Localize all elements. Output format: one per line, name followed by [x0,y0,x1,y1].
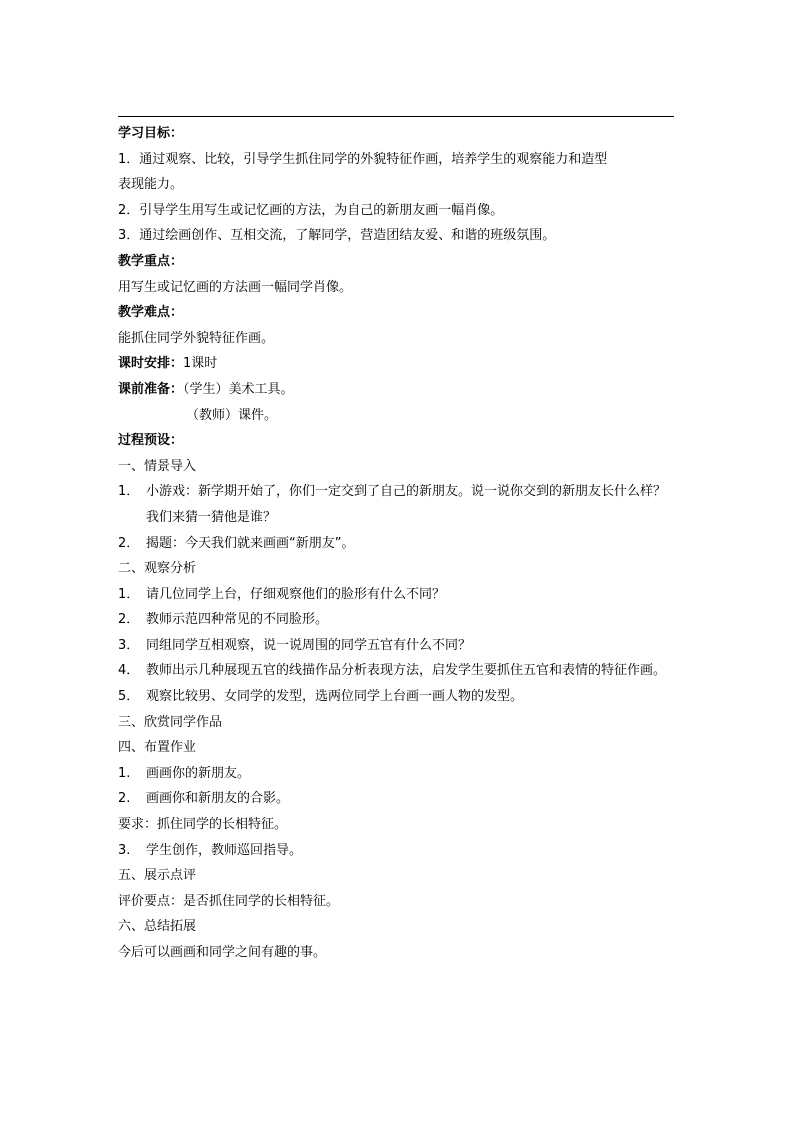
difficulty-heading: 教学难点： [118,305,184,321]
list-item: 1． 小游戏：新学期开始了，你们一定交到了自己的新朋友。说一说你交到的新朋友长什么样？我们来猜一猜他是谁？ [118,484,667,525]
prep-row [118,377,678,403]
list-item: 5． 观察比较男、女同学的发型，选两位同学上台画一画人物的发型。 [118,689,524,705]
list-item: 3. 学生创作，教师巡回指导。 [118,842,303,858]
section-heading: 三、欣赏同学作品 [118,714,223,730]
prep-teacher: （教师）课件。 [186,407,278,423]
lesson-plan-body [118,121,678,966]
prep-label: 课前准备： [118,381,184,397]
section-heading: 五、展示点评 [118,868,197,884]
list-item: 1. 画画你的新朋友。 [118,765,251,781]
evaluation-text: 评价要点：是否抓住同学的长相特征。 [118,893,340,909]
objective-item: 3．通过绘画创作、互相交流，了解同学，营造团结友爱、和谐的班级氛围。 [118,228,556,244]
summary-text: 今后可以画画和同学之间有趣的事。 [118,945,327,960]
objectives-heading: 学习目标： [118,126,184,141]
section-heading: 一、情景导入 [118,458,197,474]
schedule-label: 课时安排： [118,356,184,372]
prep-student: （学生）美术工具。 [183,381,294,397]
section-heading: 二、观察分析 [118,561,197,577]
schedule-value: 1课时 [183,356,218,372]
section-heading: 六、总结拓展 [118,919,197,935]
list-item: 2. 画画你和新朋友的合影。 [118,791,290,807]
list-item: 2． 教师示范四种常见的不同脸形。 [118,612,329,628]
list-item: 1． 请几位同学上台，仔细观察他们的脸形有什么不同？ [118,586,446,602]
objective-item: 1．通过观察、比较，引导学生抓住同学的外貌特征作画，培养学生的观察能力和造型 [118,151,608,167]
section-heading: 四、布置作业 [118,740,197,756]
header-rule [118,116,674,117]
key-point-heading: 教学重点： [118,253,184,269]
process-heading: 过程预设： [118,433,184,449]
objective-item-continuation: 表现能力。 [118,177,184,193]
list-item: 4． 教师出示几种展现五官的线描作品分析表现方法，启发学生要抓住五官和表情的特征作画。 [118,663,667,679]
list-item: 2． 揭题：今天我们就来画画“新朋友”。 [118,535,355,551]
key-point-text: 用写生或记忆画的方法画一幅同学肖像。 [118,279,353,295]
requirement-text: 要求：抓住同学的长相特征。 [118,817,288,833]
objective-item: 2．引导学生用写生或记忆画的方法，为自己的新朋友画一幅肖像。 [118,202,504,218]
list-item: 3． 同组同学互相观察，说一说周围的同学五官有什么不同？ [118,637,472,653]
schedule-row [118,351,678,377]
difficulty-text: 能抓住同学外貌特征作画。 [118,330,275,346]
